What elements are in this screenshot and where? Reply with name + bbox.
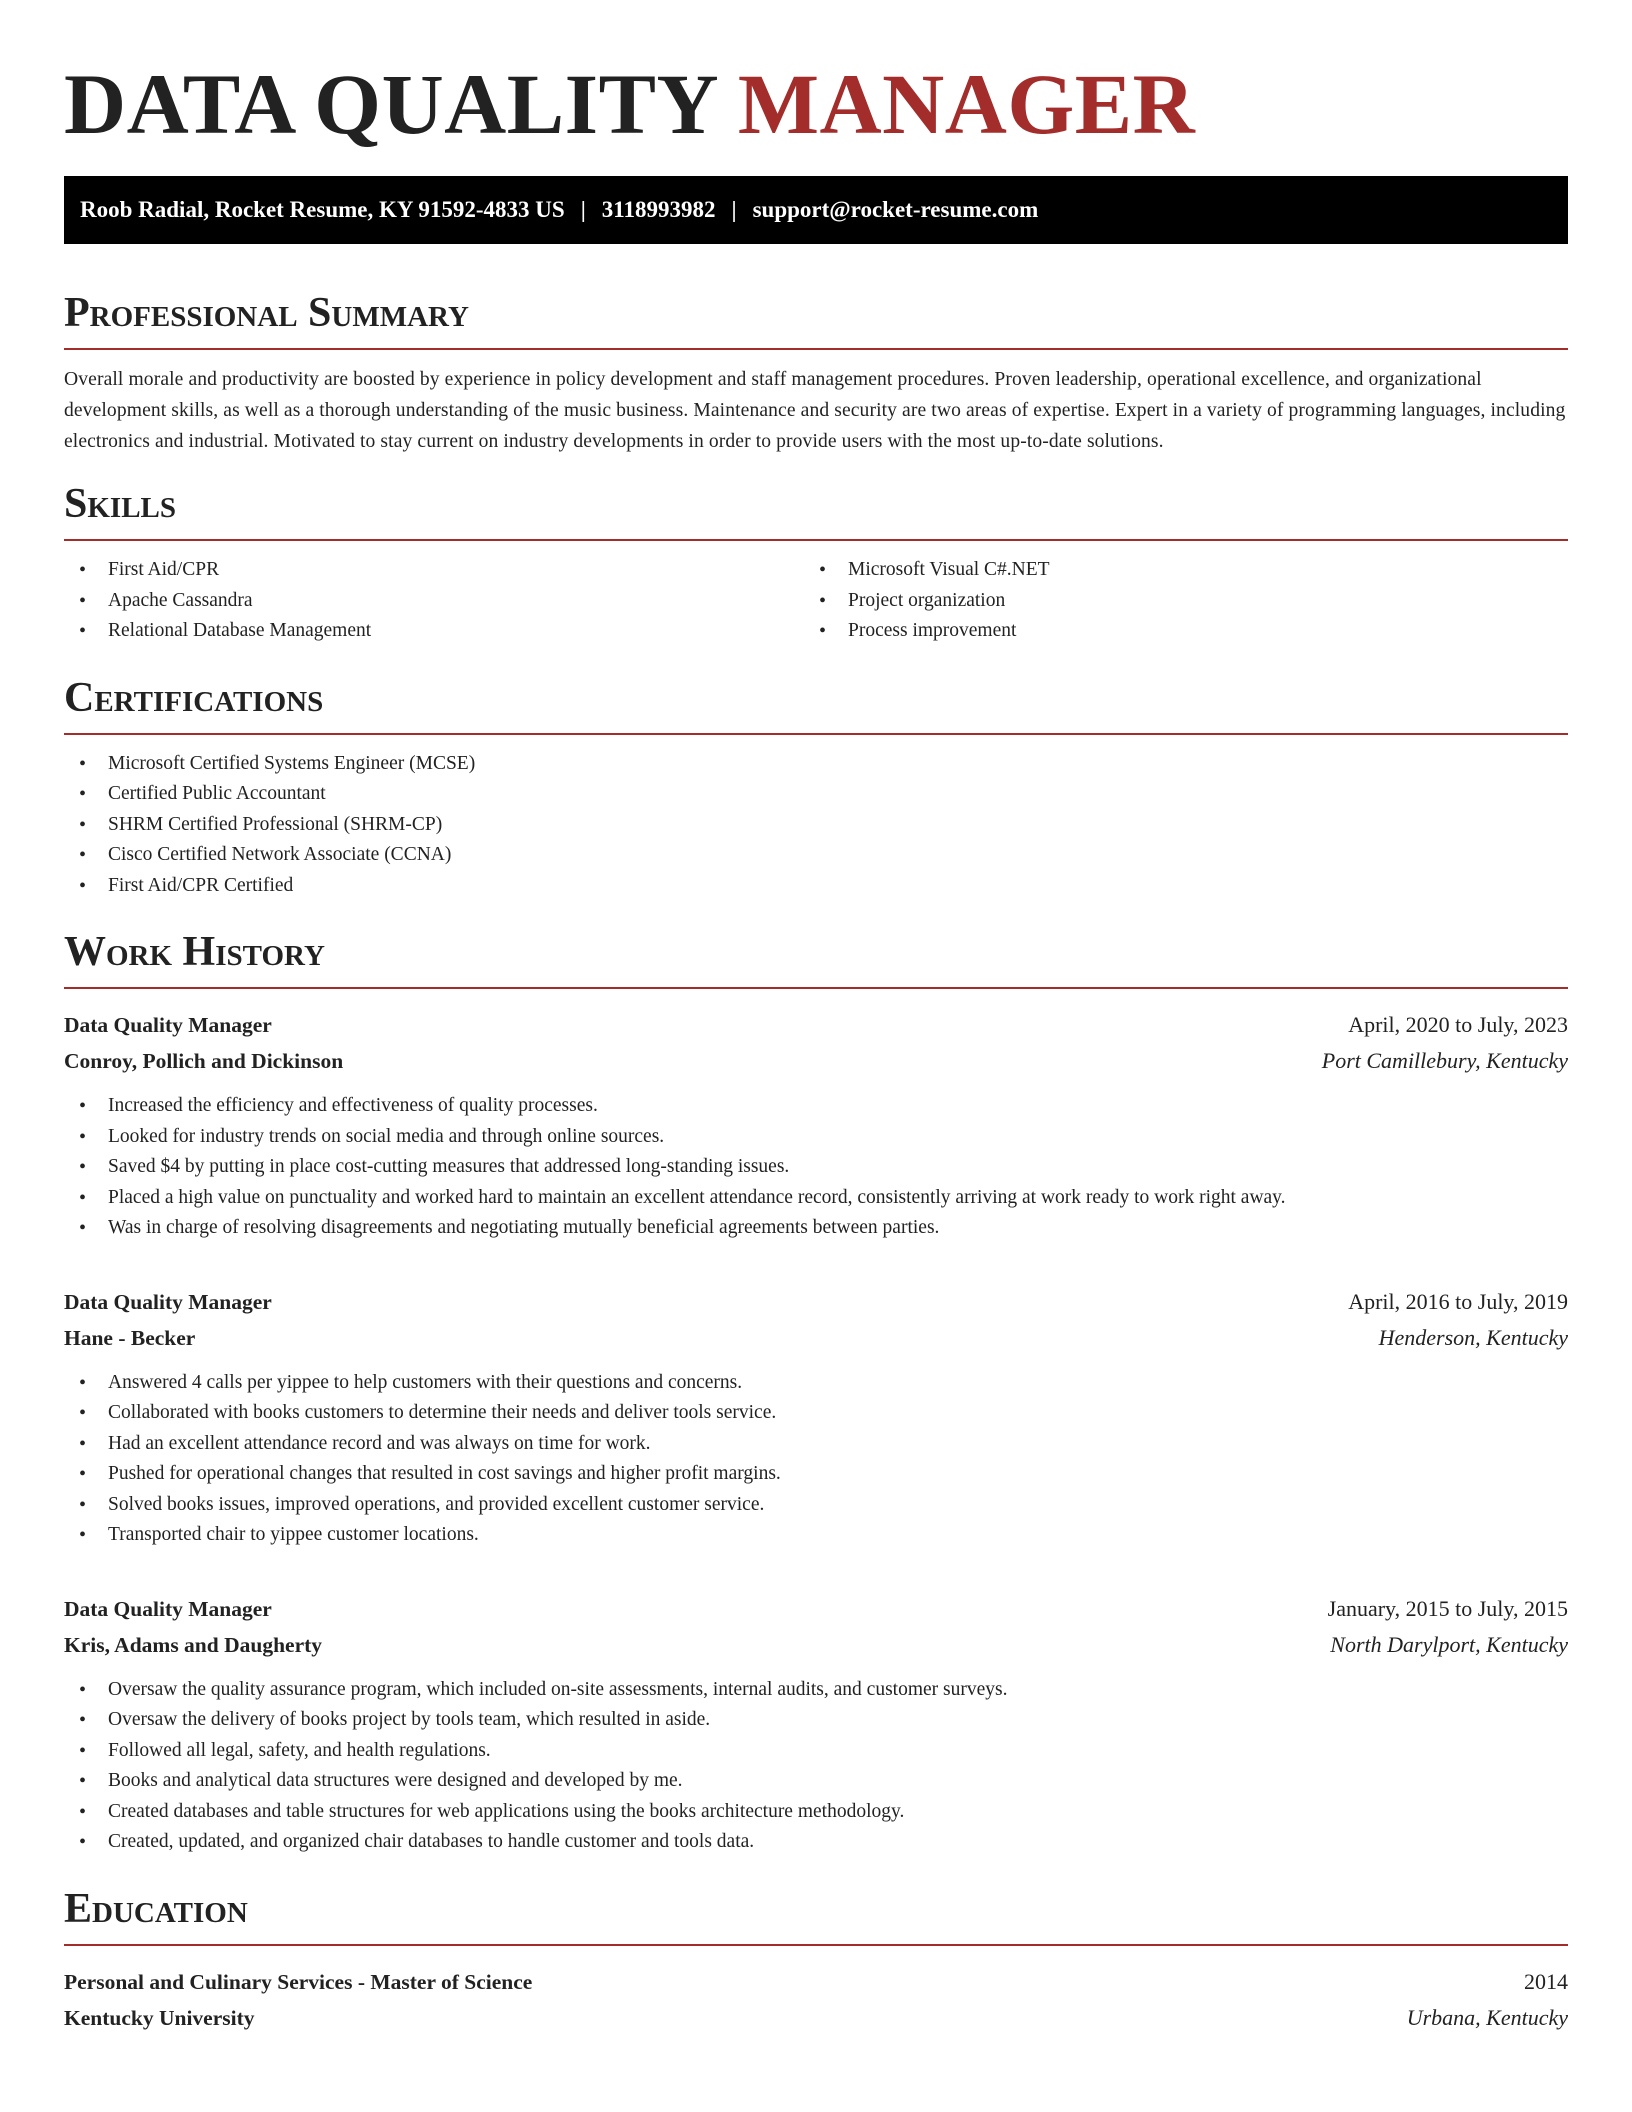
skill-item: • Project organization: [804, 586, 1544, 617]
skill-item: • Process improvement: [804, 616, 1544, 647]
job-duty: • Pushed for operational changes that resulted in cost savings and higher profit margins.: [64, 1459, 1568, 1490]
job-duty: • Looked for industry trends on social media and through online sources.: [64, 1122, 1568, 1153]
contact-email[interactable]: support@rocket-resume.com: [752, 197, 1039, 222]
title-main: DATA QUALITY: [64, 56, 716, 152]
certifications-section: [64, 673, 1568, 902]
skill-item: • Relational Database Management: [64, 616, 804, 647]
certification-item: • First Aid/CPR Certified: [64, 871, 1568, 902]
job-duty: • Had an excellent attendance record and was always on time for work.: [64, 1429, 1568, 1460]
skills-section: [64, 479, 1568, 647]
job-header-row: [64, 1591, 1568, 1627]
skill-item: • Apache Cassandra: [64, 586, 804, 617]
contact-address: Roob Radial, Rocket Resume, KY 91592-4833 US: [80, 197, 565, 222]
job-title: Data Quality Manager: [64, 1013, 272, 1037]
contact-separator: |: [731, 197, 737, 222]
certification-item: • Certified Public Accountant: [64, 779, 1568, 810]
certification-item: • Cisco Certified Network Associate (CCNA): [64, 840, 1568, 871]
job-title: Data Quality Manager: [64, 1596, 272, 1621]
skill-item: • Microsoft Visual C#.NET: [804, 555, 1544, 586]
job-entry: [64, 1591, 1568, 1858]
job-title: Data Quality Manager: [64, 1289, 272, 1314]
resume-title: [64, 54, 1568, 154]
education-school-row: [64, 2000, 1568, 2036]
work-history-section: [64, 927, 1568, 1858]
job-company-row: [64, 1043, 1568, 1079]
job-duty: • Collaborated with books customers to determine their needs and deliver tools service.: [64, 1398, 1568, 1429]
job-company: Hane - Becker: [64, 1325, 196, 1350]
summary-text: Overall morale and productivity are boosted by experience in policy development and staff management procedures. Proven leadership, operational excellence, and organizational development skills, as well as a thorough understanding of the music business. Maintenance and security are two areas of expertise. Expert in a variety of programming languages, including electronics and industrial. Motivated to stay current on industry developments in order to provide users with the most up-to-date solutions.: [64, 369, 1566, 452]
contact-separator: |: [580, 197, 586, 222]
job-duty: • Placed a high value on punctuality and worked hard to maintain an excellent attendance record, consistently arriving at work ready to work right away.: [64, 1183, 1568, 1214]
job-location: Port Camillebury, Kentucky: [1321, 1048, 1568, 1073]
job-duty: • Oversaw the quality assurance program, which included on-site assessments, internal audits, and customer surveys.: [64, 1675, 1568, 1706]
skills-grid: [64, 555, 1568, 647]
job-dates: January, 2015 to July, 2015: [1327, 1595, 1568, 1621]
job-duties-list: [64, 1091, 1568, 1244]
contact-phone[interactable]: 3118993982: [601, 197, 716, 222]
education-entry: [64, 1964, 1568, 2036]
job-header-row: [64, 1284, 1568, 1320]
job-duty: • Books and analytical data structures were designed and developed by me.: [64, 1766, 1568, 1797]
job-duty: • Followed all legal, safety, and health regulations.: [64, 1736, 1568, 1767]
certification-item: • Microsoft Certified Systems Engineer (MCSE): [64, 749, 1568, 780]
job-entry: [64, 1007, 1568, 1244]
job-duty: • Increased the efficiency and effectiveness of quality processes.: [64, 1091, 1568, 1122]
skills-list-left: [64, 555, 804, 647]
job-company-row: [64, 1320, 1568, 1356]
education-heading: Education: [64, 1884, 1568, 1946]
job-duty: • Created databases and table structures for web applications using the books architecture methodology.: [64, 1797, 1568, 1828]
job-duty: • Answered 4 calls per yippee to help customers with their questions and concerns.: [64, 1368, 1568, 1399]
summary-section: [64, 288, 1568, 457]
education-school: Kentucky University: [64, 2005, 255, 2030]
education-location: Urbana, Kentucky: [1406, 2004, 1568, 2030]
job-duty: • Was in charge of resolving disagreements and negotiating mutually beneficial agreements between parties.: [64, 1213, 1568, 1244]
education-degree-row: [64, 1964, 1568, 2000]
title-accent: MANAGER: [737, 56, 1196, 152]
job-duty: • Saved $4 by putting in place cost-cutting measures that addressed long-standing issues.: [64, 1152, 1568, 1183]
job-duty: • Transported chair to yippee customer locations.: [64, 1520, 1568, 1551]
education-year: 2014: [1524, 1968, 1568, 1994]
job-duty: • Created, updated, and organized chair databases to handle customer and tools data.: [64, 1827, 1568, 1858]
job-company-row: [64, 1627, 1568, 1663]
job-duty: • Solved books issues, improved operations, and provided excellent customer service.: [64, 1490, 1568, 1521]
skills-list-right: [804, 555, 1544, 647]
job-header-row: [64, 1007, 1568, 1043]
skills-heading: Skills: [64, 479, 1568, 541]
certifications-heading: Certifications: [64, 673, 1568, 735]
job-location: North Darylport, Kentucky: [1330, 1631, 1568, 1657]
job-duties-list: [64, 1368, 1568, 1551]
skill-item: • First Aid/CPR: [64, 555, 804, 586]
job-duty: • Oversaw the delivery of books project by tools team, which resulted in aside.: [64, 1705, 1568, 1736]
certification-item: • SHRM Certified Professional (SHRM-CP): [64, 810, 1568, 841]
work-history-heading: Work History: [64, 927, 1568, 989]
summary-heading: Professional Summary: [64, 288, 1568, 350]
education-degree: Personal and Culinary Services - Master of Science: [64, 1969, 533, 1994]
job-dates: April, 2016 to July, 2019: [1348, 1288, 1568, 1314]
contact-bar: [64, 176, 1568, 244]
job-company: Conroy, Pollich and Dickinson: [64, 1049, 344, 1073]
certifications-list: [64, 749, 1568, 902]
job-entry: [64, 1284, 1568, 1551]
job-dates: April, 2020 to July, 2023: [1348, 1012, 1568, 1037]
job-duties-list: [64, 1675, 1568, 1858]
job-company: Kris, Adams and Daugherty: [64, 1632, 323, 1657]
education-section: [64, 1884, 1568, 2036]
job-location: Henderson, Kentucky: [1378, 1324, 1568, 1350]
